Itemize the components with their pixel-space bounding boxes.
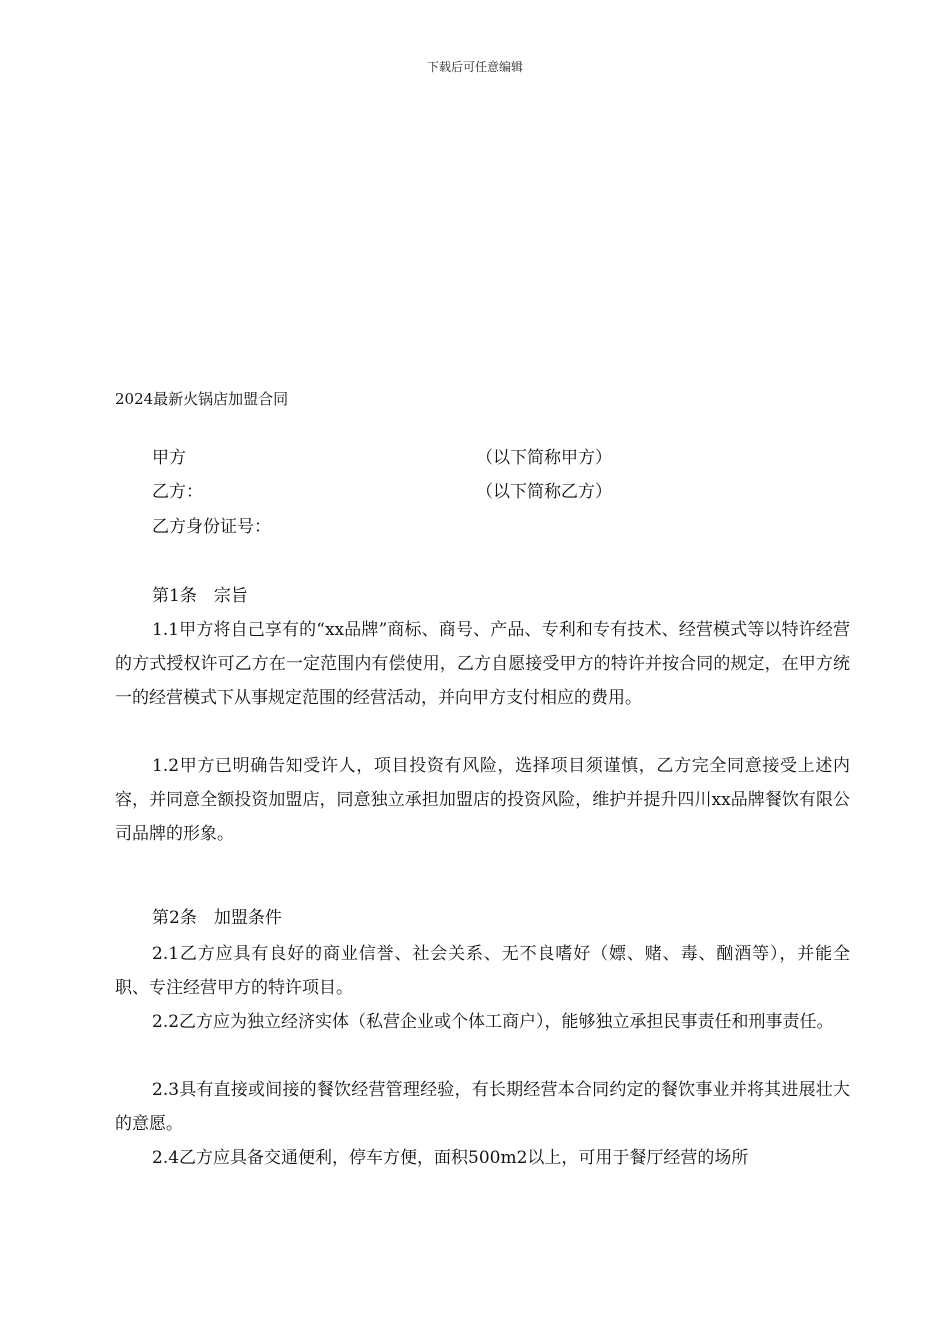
document-title: 2024最新火锅店加盟合同 bbox=[115, 390, 289, 408]
party-b-id-label: 乙方身份证号： bbox=[152, 517, 271, 537]
party-b-note: （以下简称乙方） bbox=[476, 482, 612, 502]
header-note: 下载后可任意编辑 bbox=[426, 60, 523, 74]
clause-1-1: 1.1甲方将自己享有的“xx品牌”商标、商号、产品、专利和专有技术、经营模式等以特许经营的方式授权许可乙方在一定范围内有偿使用，乙方自愿接受甲方的特许并按合同的规定，在甲方统一的经营模式下从事规定范围的经营活动，并向甲方支付相应的费用。 bbox=[115, 620, 850, 708]
clause-2-3: 2.3具有直接或间接的餐饮经营管理经验，有长期经营本合同约定的餐饮事业并将其进展壮大的意愿。 bbox=[115, 1080, 850, 1134]
party-a-label: 甲方 bbox=[152, 448, 186, 468]
party-b-label: 乙方： bbox=[152, 482, 203, 502]
section-1-heading: 第1条 宗旨 bbox=[152, 586, 248, 606]
clause-1-2: 1.2甲方已明确告知受许人，项目投资有风险，选择项目须谨慎，乙方完全同意接受上述内容，并同意全额投资加盟店，同意独立承担加盟店的投资风险，维护并提升四川xx品牌餐饮有限公司品牌的形象。 bbox=[115, 756, 850, 844]
clause-2-2: 2.2乙方应为独立经济实体（私营企业或个体工商户），能够独立承担民事责任和刑事责任。 bbox=[152, 1012, 834, 1032]
clause-2-1: 2.1乙方应具有良好的商业信誉、社会关系、无不良嗜好（嫖、赌、毒、酗酒等），并能全职、专注经营甲方的特许项目。 bbox=[115, 944, 850, 998]
clause-2-4: 2.4乙方应具备交通便利，停车方便，面积500m2以上，可用于餐厅经营的场所 bbox=[152, 1148, 749, 1168]
party-a-note: （以下简称甲方） bbox=[476, 448, 612, 468]
party-b-id-line bbox=[152, 516, 271, 538]
party-a-line bbox=[152, 447, 612, 469]
party-b-line bbox=[152, 481, 612, 503]
section-2-heading: 第2条 加盟条件 bbox=[152, 908, 282, 928]
